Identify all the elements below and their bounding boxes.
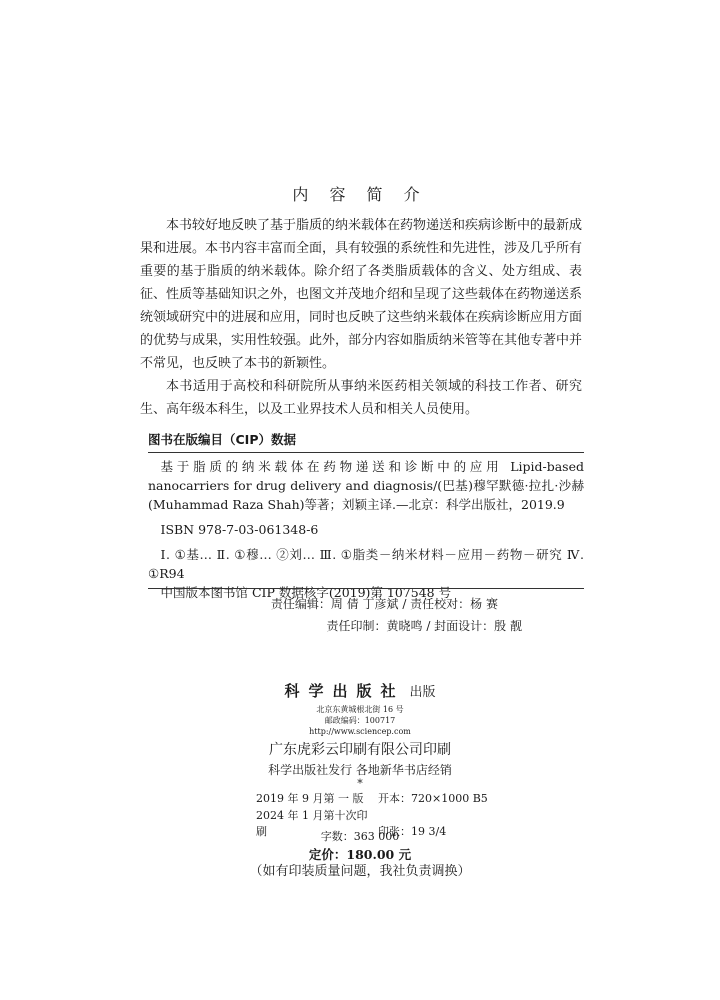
summary-title: 内 容 简 介 bbox=[292, 185, 428, 204]
distribution-line: 科学出版社发行 各地新华书店经销 bbox=[268, 763, 452, 777]
publisher-postcode: 邮政编码：100717 bbox=[324, 716, 396, 725]
printing-label: 2024 年 1 月第十次印刷 bbox=[256, 809, 368, 838]
cip-record-number: 中国版本图书馆 CIP 数据核字(2019)第 107548 号 bbox=[160, 585, 452, 600]
publisher-line bbox=[0, 680, 720, 701]
quality-note: （如有印装质量问题，我社负责调换） bbox=[249, 864, 471, 879]
cip-heading: 图书在版编目（CIP）数据 bbox=[148, 430, 584, 453]
summary-paragraph: 本书适用于高校和科研院所从事纳米医药相关领域的科技工作者、研究生、高年级本科生，以及工业界技术人员和相关人员使用。 bbox=[140, 379, 582, 417]
summary-paragraph: 本书较好地反映了基于脂质的纳米载体在药物递送和疾病诊断中的最新成果和进展。本书内容丰富而全面，具有较强的系统性和先进性，涉及几乎所有重要的基于脂质的纳米载体。除介绍了各类脂质载体的含义、处方组成、表征、性质等基础知识之外，也图文并茂地介绍和呈现了这些载体在药物递送系统领域研究中的进展和应用，同时也反映了这些纳米载体在疾病诊断应用方面的优势与成果，实用性较强。此外，部分内容如脂质纳米管等在其他专著中并不常见，也反映了本书的新颖性。 bbox=[140, 218, 583, 371]
publisher-name: 科学出版社 bbox=[284, 682, 405, 700]
staff-editors: 责任编辑：周 倩 丁彦斌 / 责任校对：杨 赛 bbox=[270, 597, 498, 611]
cip-record-block bbox=[148, 457, 584, 602]
cip-entry: 基于脂质的纳米载体在药物递送和诊断中的应用 Lipid-based nanocarriers for drug delivery and diagnosis/(巴基)穆罕默德·拉扎·沙赫(Muhammad Raza Shah)等著；刘颖主译.—北京：科学出版社，2019.9 bbox=[148, 459, 584, 512]
separator-star: * bbox=[357, 777, 363, 790]
summary-body bbox=[140, 214, 582, 421]
publisher-suffix: 出版 bbox=[409, 685, 436, 700]
printer-line: 广东虎彩云印刷有限公司印刷 bbox=[269, 742, 451, 758]
staff-credits bbox=[148, 588, 584, 637]
sheets-label: 印张：19 3/4 bbox=[378, 825, 447, 838]
edition-label: 2019 年 9 月第 一 版 bbox=[256, 792, 364, 805]
price: 定价：180.00 元 bbox=[308, 847, 412, 862]
format-label: 开本：720×1000 B5 bbox=[378, 792, 488, 805]
publisher-address: 北京东黄城根北街 16 号 bbox=[316, 705, 404, 714]
publisher-url: http://www.sciencep.com bbox=[309, 727, 411, 736]
staff-production: 责任印制：黄晓鸣 / 封面设计：殷 靓 bbox=[326, 619, 522, 633]
word-count: 字数：363 000 bbox=[320, 830, 400, 843]
cip-isbn: ISBN 978-7-03-061348-6 bbox=[160, 522, 319, 537]
cip-classification: Ⅰ. ①基… Ⅱ. ①穆… ②刘… Ⅲ. ①脂类－纳米材料－应用－药物－研究 Ⅳ. ①R94 bbox=[148, 547, 584, 581]
edition-row bbox=[256, 790, 488, 806]
